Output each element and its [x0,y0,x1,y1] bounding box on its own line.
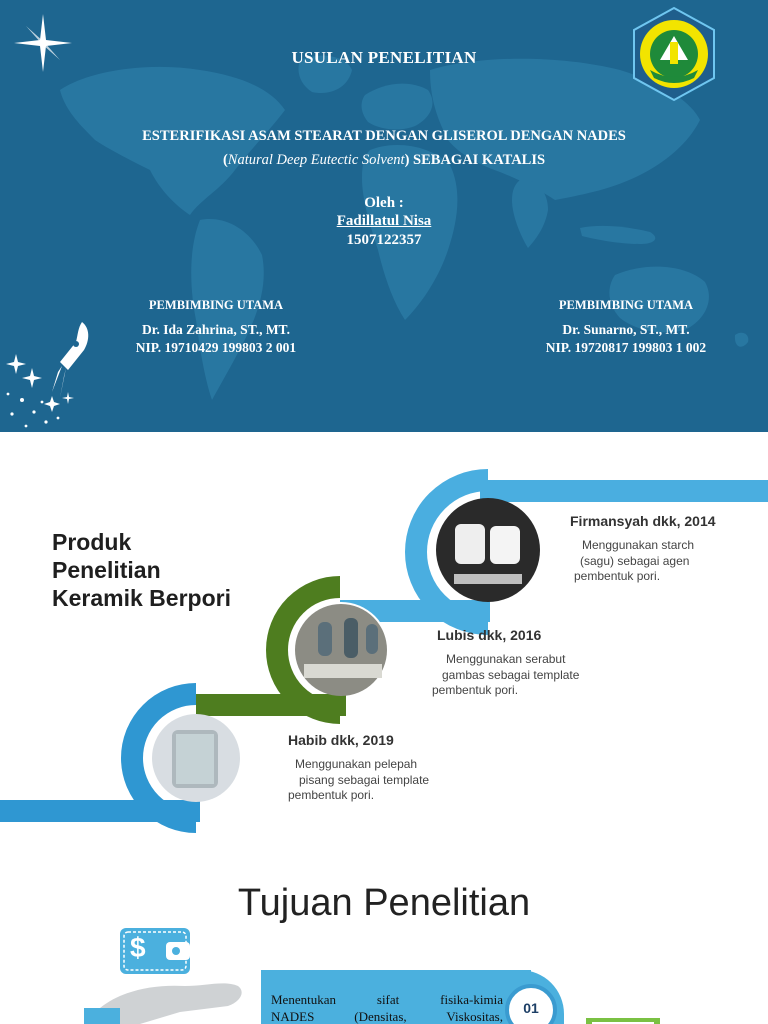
advisor-role: PEMBIMBING UTAMA [558,298,694,312]
slide-heading [52,528,272,612]
entry-reference: Habib dkk, 2019 [288,732,394,748]
desc-line: gambas sebagai template [442,667,580,682]
entry-description [288,757,488,804]
timeline-entry [288,732,488,804]
advisor-left [96,298,336,357]
research-products-slide [0,432,768,852]
advisor-nip: NIP. 19720817 199803 1 002 [545,340,707,355]
oleh-label: Oleh : [364,195,404,211]
heading-line-2: Penelitian [52,557,161,583]
university-logo-icon [626,6,722,102]
entry-reference: Lubis dkk, 2016 [437,627,542,643]
desc-line: Menggunakan pelepah [295,757,418,771]
timeline-entry [570,513,760,585]
advisor-nip: NIP. 19710429 199803 2 001 [135,340,297,355]
advisor-right [506,298,746,357]
dollar-icon: $ [130,932,146,963]
title-slide [0,0,768,432]
desc-line: pembentuk pori. [288,788,375,802]
objective-text [271,991,503,1024]
advisor-role: PEMBIMBING UTAMA [148,298,284,312]
rocket-icon [2,318,94,432]
desc-line: Menggunakan starch [582,538,695,552]
desc-line: pembentuk pori. [432,683,519,697]
author-nim: 1507122357 [346,232,422,248]
desc-line: pisang sebagai template [299,772,430,787]
topic-rest: ) SEBAGAI KATALIS [404,152,546,168]
slide-title: USULAN PENELITIAN [291,48,477,67]
topic-line-1: ESTERIFIKASI ASAM STEARAT DENGAN GLISEROL DENGAN NADES [142,128,626,144]
entry-reference: Firmansyah dkk, 2014 [570,513,716,529]
advisor-name: Dr. Sunarno, ST., MT. [562,322,690,337]
topic-italic: Natural Deep Eutectic Solvent [227,152,405,168]
objective-number-badge: 01 [523,1000,539,1016]
topic-open-paren: ( [222,152,228,168]
author-name: Fadillatul Nisa [336,213,432,229]
desc-line: Menggunakan serabut [446,652,566,666]
research-objectives-slide [0,852,768,1024]
entry-description [432,652,632,699]
desc-line: (sagu) sebagai agen [580,553,690,568]
objective-line: NADES (Densitas, Viskositas, [271,1009,503,1024]
advisor-name: Dr. Ida Zahrina, ST., MT. [142,322,290,337]
desc-line: pembentuk pori. [574,569,661,583]
research-topic [100,124,668,172]
entry-description [570,538,760,585]
objective-line: Menentukan sifat fisika-kimia [271,992,503,1007]
topic-line-2 [100,148,668,172]
slide-title: Tujuan Penelitian [237,882,531,924]
timeline-entry [432,627,632,699]
heading-line-3: Keramik Berpori [52,585,231,611]
heading-line-1: Produk [52,529,132,555]
